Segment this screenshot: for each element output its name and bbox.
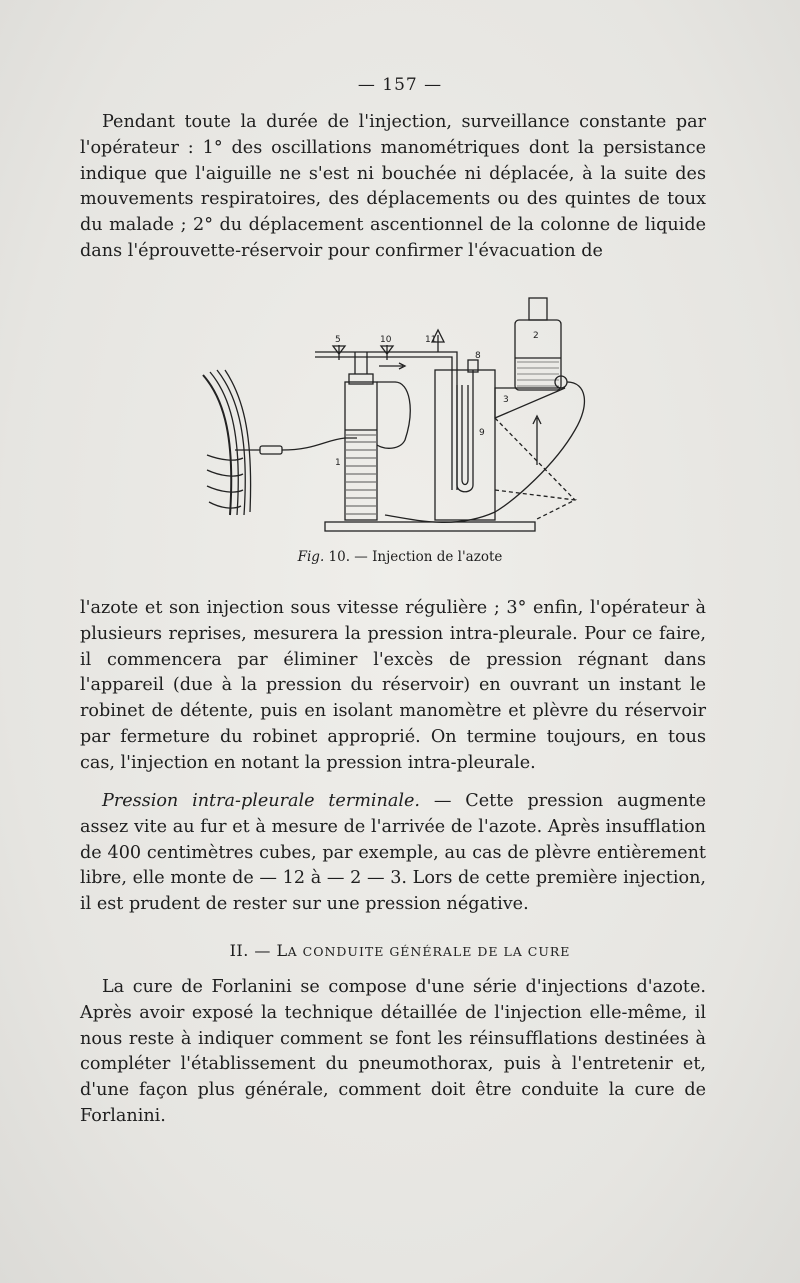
figure-label-1: 1: [335, 458, 341, 468]
figure-caption-text: 10. — Injection de l'azote: [324, 549, 503, 565]
figure-label-10: 10: [380, 335, 392, 345]
figure-caption: [0, 549, 800, 565]
paragraph-3: [80, 789, 706, 918]
figure-label-3: 3: [503, 395, 509, 405]
figure-label-2: 2: [533, 331, 539, 341]
section-heading-number: II. — L: [229, 941, 288, 960]
figure-injection-apparatus: [195, 290, 595, 540]
paragraph-3-text: — Cette pression augmente assez vite au fur et à mesure de l'arrivée de l'azote. Après insufflation de 400 centimètres cubes, par exemple, au cas de plèvre entièrement libre, elle monte de — 12 à — 2 — 3. Lors de cette première injection, il est prudent de rester sur une pression négative.: [80, 791, 706, 915]
figure-label-9: 9: [479, 428, 485, 438]
figure-label-11: 11: [425, 335, 437, 345]
page-number: — 157 —: [357, 75, 443, 95]
paragraph-1: Pendant toute la durée de l'injection, surveillance constante par l'opérateur : 1° des oscillations manométriques dont la persistance indique que l'aiguille ne s'est ni bouchée ni déplacée, à la suite des mouvements respiratoires, des déplacements ou des quintes de toux du malade ; 2° du déplacement ascentionnel de la colonne de liquide dans l'éprouvette-réservoir pour confirmer l'évacuation de: [80, 112, 706, 261]
paragraph-3-italic: Pression intra-pleurale terminale.: [102, 791, 421, 811]
paragraph-4: La cure de Forlanini se compose d'une série d'injections d'azote. Après avoir exposé la technique détaillée de l'injection elle-même, il nous reste à indiquer comment se font les réinsufflations destinées à compléter l'établissement du pneumothorax, puis à l'entretenir et, d'une façon plus générale, comment doit être conduite la cure de Forlanini.: [80, 977, 706, 1126]
section-heading: [0, 941, 800, 960]
section-heading-title: A CONDUITE GÉNÉRALE DE LA CURE: [287, 944, 571, 959]
figure-label-8: 8: [475, 351, 481, 361]
figure-caption-label: Fig.: [297, 549, 325, 565]
paragraph-2: l'azote et son injection sous vitesse régulière ; 3° enfin, l'opérateur à plusieurs reprises, mesurera la pression intra-pleurale. Pour ce faire, il commencera par éliminer l'excès de pression régnant dans l'appareil (due à la pression du réservoir) en ouvrant un instant le robinet de détente, puis en isolant manomètre et plèvre du réservoir par fermeture du robinet approprié. On termine toujours, en tous cas, l'injection en notant la pression intra-pleurale.: [80, 598, 706, 773]
figure-label-5: 5: [335, 335, 341, 345]
